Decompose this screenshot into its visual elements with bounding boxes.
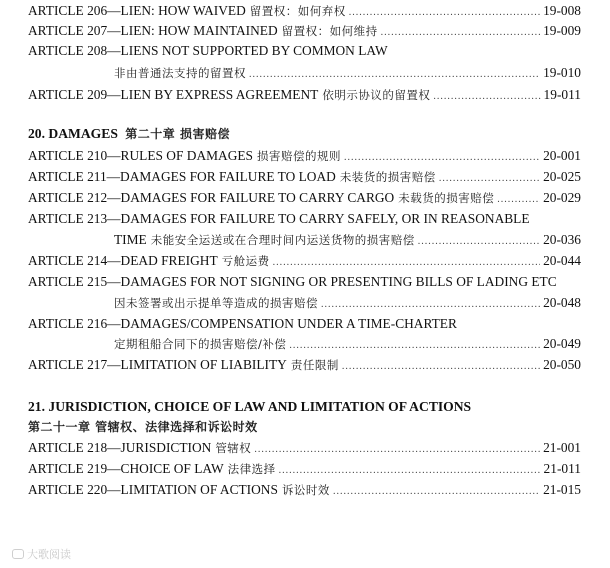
- toc-entry-214[interactable]: [28, 251, 581, 271]
- entry-cn-title: 非由普通法支持的留置权: [114, 66, 246, 80]
- toc-entry-216[interactable]: [28, 314, 581, 334]
- entry-page: 20-029: [543, 190, 581, 205]
- toc-entry-219[interactable]: [28, 459, 581, 479]
- entry-cn-title: 留置权：如何维持: [281, 24, 378, 38]
- entry-title: ARTICLE 212—DAMAGES FOR FAILURE TO CARRY CARGO: [28, 190, 395, 205]
- entry-cn-title: 未装货的损害赔偿: [339, 170, 436, 184]
- entry-cn-title: 未载货的损害赔偿: [398, 191, 495, 205]
- entry-page: 20-048: [543, 295, 581, 310]
- entry-title: ARTICLE 215—DAMAGES FOR NOT SIGNING OR PRESENTING BILLS OF LADING ETC: [28, 274, 557, 289]
- toc-entry-215[interactable]: [28, 272, 581, 292]
- dot-leader: [279, 461, 541, 481]
- section-cn-title: 第二十一章 管辖权、法律选择和诉讼时效: [28, 420, 258, 434]
- section-21-cn-heading[interactable]: [28, 417, 258, 437]
- entry-page: 20-036: [543, 232, 581, 247]
- section-20-heading[interactable]: [28, 124, 230, 144]
- toc-entry-207[interactable]: [28, 21, 581, 41]
- entry-title: ARTICLE 206—LIEN: HOW WAIVED: [28, 3, 246, 18]
- entry-page: 21-015: [543, 482, 581, 497]
- entry-cn-title: 管辖权: [215, 441, 252, 455]
- entry-cn-title: 亏舱运费: [221, 254, 270, 268]
- entry-title: ARTICLE 210—RULES OF DAMAGES: [28, 148, 253, 163]
- toc-entry-220[interactable]: [28, 480, 581, 500]
- entry-title: ARTICLE 216—DAMAGES/COMPENSATION UNDER A TIME-CHARTER: [28, 316, 457, 331]
- entry-page: 19-011: [543, 87, 581, 102]
- entry-title: ARTICLE 213—DAMAGES FOR FAILURE TO CARRY SAFELY, OR IN REASONABLE: [28, 211, 530, 226]
- dot-leader: [289, 336, 540, 356]
- dot-leader: [381, 23, 540, 43]
- entry-cn-title: 责任限制: [290, 358, 339, 372]
- entry-cn-title: 未能安全运送或在合理时间内运送货物的损害赔偿: [150, 233, 415, 247]
- entry-page: 20-050: [543, 357, 581, 372]
- entry-title: ARTICLE 211—DAMAGES FOR FAILURE TO LOAD: [28, 169, 336, 184]
- watermark: [12, 546, 71, 562]
- entry-page: 21-011: [543, 461, 581, 476]
- dot-leader: [254, 440, 540, 460]
- section-title: 20. DAMAGES: [28, 126, 118, 141]
- dot-leader: [344, 148, 540, 168]
- dot-leader: [497, 190, 540, 210]
- dot-leader: [321, 295, 540, 315]
- dot-leader: [342, 357, 540, 377]
- entry-page: 20-049: [543, 336, 581, 351]
- watermark-text: 大歌阅读: [27, 548, 71, 561]
- dot-leader: [439, 169, 540, 189]
- dot-leader: [418, 232, 540, 252]
- toc-entry-211[interactable]: [28, 167, 581, 187]
- entry-title: ARTICLE 209—LIEN BY EXPRESS AGREEMENT: [28, 87, 319, 102]
- entry-page: 21-001: [543, 440, 581, 455]
- entry-cn-title: 因未签署或出示提单等造成的损害赔偿: [114, 296, 318, 310]
- entry-title: ARTICLE 219—CHOICE OF LAW: [28, 461, 224, 476]
- entry-page: 19-010: [543, 65, 581, 80]
- toc-entry-217[interactable]: [28, 355, 581, 375]
- toc-entry-218[interactable]: [28, 438, 581, 458]
- dot-leader: [433, 87, 540, 107]
- toc-entry-206[interactable]: [28, 1, 581, 21]
- entry-cn-title: 损害赔偿的规则: [257, 149, 341, 163]
- section-21-heading[interactable]: [28, 397, 471, 417]
- toc-entry-212[interactable]: [28, 188, 581, 208]
- toc-entry-208[interactable]: [28, 41, 581, 61]
- section-cn-title: 第二十章 损害赔偿: [125, 127, 230, 141]
- dot-leader: [333, 482, 540, 502]
- watermark-logo-icon: [12, 549, 24, 559]
- entry-page: 19-008: [543, 3, 581, 18]
- dot-leader: [249, 65, 540, 85]
- entry-page: 20-001: [543, 148, 581, 163]
- entry-title: ARTICLE 218—JURISDICTION: [28, 440, 212, 455]
- entry-cn-title: 依明示协议的留置权: [322, 88, 431, 102]
- toc-entry-209[interactable]: [28, 85, 581, 105]
- entry-cn-title: 法律选择: [227, 462, 276, 476]
- entry-page: 20-044: [543, 253, 581, 268]
- entry-cn-title: 定期租船合同下的损害赔偿/补偿: [114, 337, 287, 351]
- entry-page: 20-025: [543, 169, 581, 184]
- toc-entry-215-cont[interactable]: [114, 293, 581, 313]
- toc-entry-213[interactable]: [28, 209, 581, 229]
- entry-cn-title: 留置权：如何弃权: [249, 4, 346, 18]
- entry-title: ARTICLE 220—LIMITATION OF ACTIONS: [28, 482, 278, 497]
- toc-entry-216-cont[interactable]: [114, 334, 581, 354]
- toc-entry-210[interactable]: [28, 146, 581, 166]
- entry-cn-title: 诉讼时效: [281, 483, 330, 497]
- entry-title: ARTICLE 208—LIENS NOT SUPPORTED BY COMMON LAW: [28, 43, 388, 58]
- entry-page: 19-009: [543, 23, 581, 38]
- entry-title: ARTICLE 214—DEAD FREIGHT: [28, 253, 218, 268]
- toc-entry-213-cont[interactable]: [114, 230, 581, 250]
- entry-title: ARTICLE 207—LIEN: HOW MAINTAINED: [28, 23, 278, 38]
- entry-title: ARTICLE 217—LIMITATION OF LIABILITY: [28, 357, 287, 372]
- dot-leader: [349, 3, 540, 23]
- toc-entry-208-cont[interactable]: [114, 63, 581, 83]
- dot-leader: [273, 253, 540, 273]
- section-title: 21. JURISDICTION, CHOICE OF LAW AND LIMITATION OF ACTIONS: [28, 399, 472, 414]
- entry-title-cont: TIME: [114, 232, 147, 247]
